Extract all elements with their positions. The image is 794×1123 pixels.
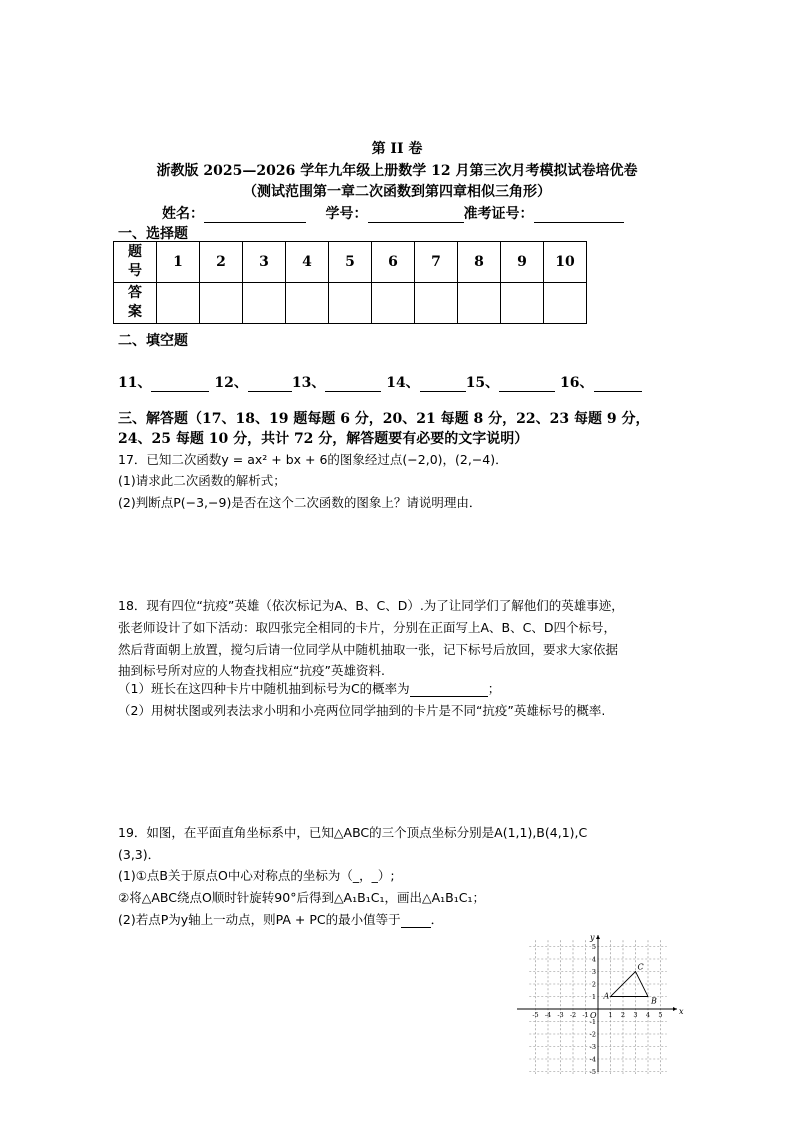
x-tick-label: -1 xyxy=(582,1011,589,1019)
id-label: 学号： xyxy=(325,206,368,222)
q18-line4: 抽到标号所对应的人物查找相应“抗疫”英雄资料. xyxy=(118,663,385,678)
y-tick-label: -2 xyxy=(589,1030,596,1039)
x-axis-arrow xyxy=(673,1007,677,1011)
y-axis-arrow xyxy=(596,935,600,939)
x-axis-label: x xyxy=(679,1007,684,1016)
y-axis-label: y xyxy=(590,933,595,942)
table-cell: 5 xyxy=(329,242,372,283)
table-cell: 2 xyxy=(200,242,243,283)
fill-blank[interactable] xyxy=(151,377,209,392)
exam-scope: （测试范围第一章二次函数到第四章相似三角形） xyxy=(243,184,551,200)
y-tick-label: -4 xyxy=(589,1055,596,1064)
table-cell: 8 xyxy=(458,242,501,283)
row-header-answer: 答 案 xyxy=(114,283,157,324)
q19-part1b: ②将△ABC绕点O顺时针旋转90°后得到△A₁B₁C₁，画出△A₁B₁C₁； xyxy=(118,890,485,905)
answer-cell[interactable] xyxy=(286,283,329,324)
origin-label: O xyxy=(590,1011,597,1020)
exam-title: 浙教版 2025—2026 学年九年级上册数学 12 月第三次月考模拟试卷培优卷 xyxy=(156,163,638,179)
table-cell: 4 xyxy=(286,242,329,283)
fill-blank[interactable] xyxy=(499,377,555,392)
answer-cell[interactable] xyxy=(372,283,415,324)
exam-label: 准考证号： xyxy=(463,206,534,222)
fill-blank[interactable] xyxy=(594,377,642,392)
table-cell: 9 xyxy=(501,242,544,283)
answer-cell[interactable] xyxy=(415,283,458,324)
answer-cell[interactable] xyxy=(458,283,501,324)
q18-part1-end: ； xyxy=(487,681,501,696)
table-cell: 3 xyxy=(243,242,286,283)
y-tick-label: 3 xyxy=(591,968,596,976)
volume-label: 第 II 卷 xyxy=(371,141,423,157)
fill-label: 15、 xyxy=(465,375,500,391)
q19-blank[interactable] xyxy=(401,915,431,928)
y-tick-label: 2 xyxy=(591,980,596,989)
fill-blank-row xyxy=(118,372,642,392)
y-tick-label: 5 xyxy=(591,943,596,951)
q18-line1: 18．现有四位“抗疫”英雄（依次标记为A、B、C、D）.为了让同学们了解他们的英雄事迹， xyxy=(118,598,624,613)
answer-cell[interactable] xyxy=(243,283,286,324)
table-cell: 7 xyxy=(415,242,458,283)
id-blank[interactable] xyxy=(368,208,464,223)
fill-blank[interactable] xyxy=(325,377,381,392)
point-label-c: C xyxy=(637,962,644,972)
q19-line2: (3,3)． xyxy=(118,847,161,862)
answer-cell[interactable] xyxy=(544,283,587,324)
q19-line1: 19．如图，在平面直角坐标系中，已知△ABC的三个顶点坐标分别是A(1,1),B(4,1),C xyxy=(118,825,588,840)
fill-label: 13、 xyxy=(291,375,326,391)
q18-line3: 然后背面朝上放置，搅匀后请一位同学从中随机抽取一张，记下标号后放回，要求大家依据 xyxy=(118,642,619,657)
x-tick-label: 2 xyxy=(620,1011,626,1019)
x-tick-label: -3 xyxy=(557,1011,564,1019)
fill-label: 14、 xyxy=(386,375,420,391)
section3-title-line1: 三、解答题（17、18、19 题每题 6 分，20、21 每题 8 分，22、23 每题 9 分， xyxy=(118,411,650,427)
answer-cell[interactable] xyxy=(157,283,200,324)
fill-label: 16、 xyxy=(560,375,594,391)
fill-blank[interactable] xyxy=(248,377,292,392)
q19-part2-text: (2)若点P为y轴上一动点，则PA + PC的最小值等于 xyxy=(118,912,401,927)
q19-part1: (1)①点B关于原点O中心对称点的坐标为（_，_）; xyxy=(118,868,395,883)
q19-part2-end: ． xyxy=(430,912,444,927)
answer-cell[interactable] xyxy=(329,283,372,324)
y-tick-label: 4 xyxy=(591,955,596,964)
x-tick-label: -5 xyxy=(532,1011,539,1019)
coordinate-graph xyxy=(515,932,685,1074)
y-tick-label: 1 xyxy=(591,993,596,1001)
y-tick-label: -1 xyxy=(589,1018,596,1026)
section3-title-line2: 24、25 每题 10 分，共计 72 分，解答题要有必要的文字说明） xyxy=(118,431,529,447)
q17-part1: (1)请求此二次函数的解析式； xyxy=(118,473,286,488)
table-row xyxy=(114,283,587,324)
y-tick-label: -3 xyxy=(589,1043,596,1051)
table-cell: 1 xyxy=(157,242,200,283)
q18-part2: （2）用树状图或列表法求小明和小亮两位同学抽到的卡片是不同“抗疫”英雄标号的概率. xyxy=(118,703,606,718)
x-tick-label: 4 xyxy=(645,1011,651,1019)
answer-table xyxy=(113,241,587,324)
fill-label: 11、 xyxy=(118,375,152,391)
section1-title: 一、选择题 xyxy=(118,226,188,242)
q18-part1 xyxy=(118,679,500,697)
q18-part1-text: （1）班长在这四种卡片中随机抽到标号为C的概率为 xyxy=(118,681,410,696)
x-tick-label: 1 xyxy=(608,1011,613,1019)
q18-line2: 张老师设计了如下活动：取四张完全相同的卡片，分别在正面写上A、B、C、D四个标号， xyxy=(118,620,616,635)
table-cell: 10 xyxy=(544,242,587,283)
fill-label: 12、 xyxy=(214,375,248,391)
row-header-number: 题 号 xyxy=(114,242,157,283)
answer-cell[interactable] xyxy=(200,283,243,324)
q18-blank[interactable] xyxy=(410,684,488,697)
point-label-a: A xyxy=(603,991,610,1001)
x-tick-label: 5 xyxy=(658,1011,663,1019)
q17-stem: 17．已知二次函数y = ax² + bx + 6的图象经过点(−2,0)，(2,−4)． xyxy=(118,452,508,467)
section2-title: 二、填空题 xyxy=(118,333,188,349)
exam-number-blank[interactable] xyxy=(534,208,624,223)
table-cell: 6 xyxy=(372,242,415,283)
x-tick-label: -2 xyxy=(569,1011,577,1019)
x-tick-label: -4 xyxy=(544,1011,552,1019)
answer-cell[interactable] xyxy=(501,283,544,324)
x-tick-label: 3 xyxy=(633,1011,638,1019)
q19-part2 xyxy=(118,910,443,928)
fill-blank[interactable] xyxy=(420,377,466,392)
point-label-b: B xyxy=(651,996,657,1006)
table-row xyxy=(114,242,587,283)
student-info xyxy=(162,203,624,223)
name-blank[interactable] xyxy=(204,208,306,223)
axes xyxy=(517,933,684,1072)
y-tick-label: -5 xyxy=(589,1068,596,1074)
name-label: 姓名： xyxy=(162,206,204,222)
q17-part2: (2)判断点P(−3,−9)是否在这个二次函数的图象上？请说明理由． xyxy=(118,495,482,510)
